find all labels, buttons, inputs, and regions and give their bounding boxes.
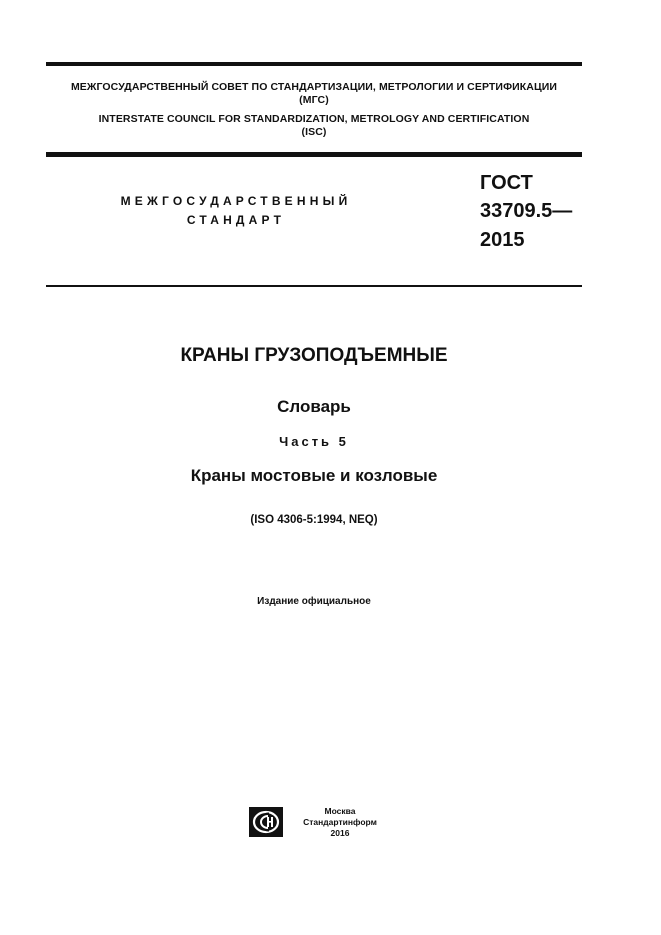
iso-reference: (ISO 4306-5:1994, NEQ) <box>250 514 378 526</box>
publisher-year: 2016 <box>330 828 350 838</box>
publisher-city: Москва <box>324 806 356 816</box>
standartinform-logo-icon <box>249 807 283 837</box>
council-name-en: INTERSTATE COUNCIL FOR STANDARDIZATION, METROLOGY AND CERTIFICATION <box>98 113 530 125</box>
document-subtitle: Словарь <box>277 397 351 416</box>
standard-kind-line2: СТАНДАРТ <box>186 213 286 227</box>
document-title: КРАНЫ ГРУЗОПОДЪЕМНЫЕ <box>180 345 448 366</box>
council-name-ru: МЕЖГОСУДАРСТВЕННЫЙ СОВЕТ ПО СТАНДАРТИЗАЦИИ, МЕТРОЛОГИИ И СЕРТИФИКАЦИИ <box>70 81 558 93</box>
gost-year: 2015 <box>480 229 525 251</box>
standard-kind-line1: МЕЖГОСУДАРСТВЕННЫЙ <box>120 194 352 208</box>
lower-rule <box>46 285 582 287</box>
gost-number: 33709.5— <box>480 200 573 222</box>
council-abbr-en: (ISC) <box>301 126 327 138</box>
middle-rule <box>46 152 582 157</box>
document-part-title: Краны мостовые и козловые <box>190 466 438 485</box>
publisher-name: Стандартинформ <box>303 817 377 827</box>
council-abbr-ru: (МГС) <box>299 94 329 106</box>
top-rule <box>46 62 582 66</box>
gost-label: ГОСТ <box>480 172 533 194</box>
edition-note: Издание официальное <box>257 596 371 607</box>
document-part: Часть 5 <box>279 434 349 449</box>
